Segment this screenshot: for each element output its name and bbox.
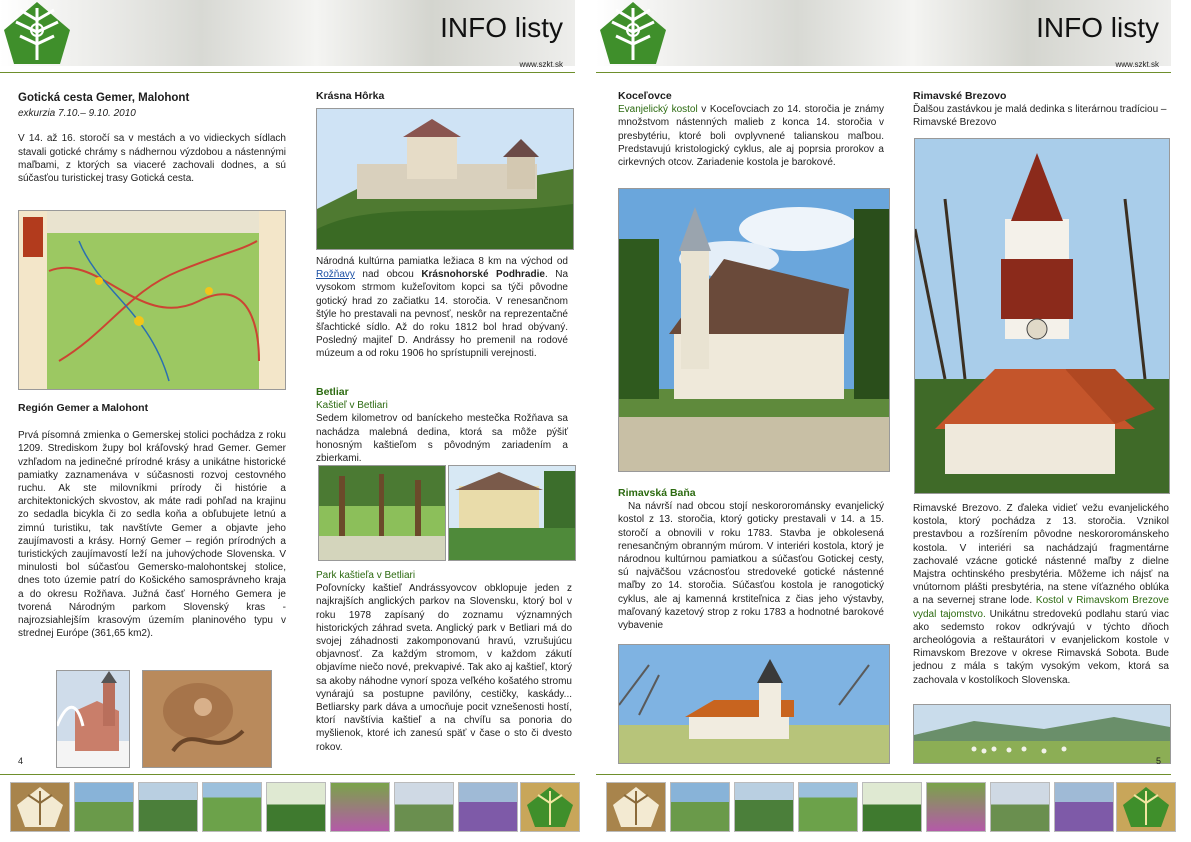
brezovo-title: Rimavské Brezovo (913, 90, 1007, 102)
header-url-right[interactable]: www.szkt.sk (1115, 60, 1159, 69)
page-header-right (596, 0, 1171, 69)
krasna-text-b: nad obcou (354, 269, 422, 281)
page-number-right: 5 (1155, 756, 1161, 766)
betliar-park-photo (318, 465, 446, 561)
krasna-text-c: . Na vysokom strmom kužeľovitom kopci sa týči pôvodne gotický hrad zo začiatku 14. storočia. V renesančnom štýle ho prestavali na pevnosť, neskôr na reprezentačné šľachtické sídlo. Až do roku 1812 bol hrad obývaný. Posledný majiteľ D. Andrássy ho premenil na rodové múzeum a od roku 1906 ho sprístupnili verejnosti. (316, 269, 569, 360)
column-left (18, 92, 286, 185)
krasna-title: Krásna Hôrka (316, 90, 385, 102)
thumb-r7 (1054, 782, 1114, 832)
kocelovce-title: Koceľovce (618, 90, 672, 102)
brezovo-body-b: Unikátnu stredovekú podlahu starú viac ako sedemsto rokov odkrývajú v týchto dňoch archeológovia a reštaurátori v evanjelickom kostole v Rimavskom Brezove v okrese Rimavská Sobota. Bude jednou z mála s takým vysokým vekom, ktorá sa zachovala v kostolíkoch Slovenska. (913, 608, 1169, 686)
thumb-r5 (926, 782, 986, 832)
page-header (0, 0, 575, 69)
krasna-text-a: Národná kultúrna pamiatka ležiaca 8 km na východ od (316, 256, 568, 267)
header-title: INFO listy (440, 12, 563, 43)
thumb-crest-logo-right (1116, 782, 1176, 832)
brezovo-body-a: Rimavské Brezovo. Z ďaleka vidieť vežu evanjelického kostola, ktorý pochádza z 13. storočia. Vznikol prestavbou a rozšírením pôvodne neskororománskeho kostola. V interiéri sa nachádzajú fragmentárne zachovalé vzácne gotické nástenné maľby z dielne Majstra ochtinského presbytéria. Môžeme ich nájsť na vnútornom plášti presbytéria, na stene víťazného oblúka a na severnej strane lode. (913, 503, 1169, 607)
article-intro: V 14. až 16. storočí sa v mestách a vo vidieckych sídlach stavali gotické chrámy s nádhernou výzdobou a nástennými maľbami, z ktorých sa viaceré zachovali dodnes, a sú súčasťou turistickej trasy Gotická cesta. (18, 133, 286, 185)
thumb-r1 (670, 782, 730, 832)
right-page (596, 0, 1191, 842)
footer-thumbnail-strip-right (596, 782, 1171, 834)
thumb-r6 (990, 782, 1050, 832)
krasna-village: Krásnohorské Podhradie (421, 269, 545, 281)
brezovo-body (913, 502, 1169, 687)
fresco-photo (142, 670, 272, 768)
footer-thumbnail-strip (0, 782, 575, 834)
thumb-leaf-logo-right (606, 782, 666, 832)
krasna-horka-castle-photo (316, 108, 574, 250)
kocelovce-church-photo (618, 188, 890, 472)
gothic-route-map (18, 210, 286, 390)
winter-church-photo (56, 670, 130, 768)
brezovo-intro: Ďalšou zastávkou je malá dedinka s literárnou tradíciou – Rimavské Brezovo (913, 104, 1167, 129)
rimavska-bana-section (618, 487, 884, 632)
betliar-subtitle: Kaštieľ v Betliari (316, 400, 388, 412)
park-title: Park kaštieľa v Betliari (316, 570, 416, 581)
roznava-link[interactable]: Rožňavy (316, 269, 355, 281)
footer-rule (0, 774, 575, 775)
thumb-r2 (734, 782, 794, 832)
header-rule (0, 72, 575, 73)
krasna-body (316, 255, 568, 361)
header-url[interactable]: www.szkt.sk (519, 60, 563, 69)
rimavska-bana-body: Na návrší nad obcou stojí neskororománsky evanjelický kostol z 13. storočia, ktorý goticky prestavali v 14. a 15. storočí a obnovili v roku 1783. Stavba je obkolesená renesančným obranným múrom. V interiéri kostola, ktorý je národnou kultúrnou pamiatkou a súčasťou Gotickej cesty, sú najväčšou vzácnosťou stredoveké gotické nástenné maľby zo 14. storočia. Súčasťou kostola je ranogotický cyklus, ale aj kamenná krstiteľnica z čias jeho výstavby, maľovaný kazetový strop z roku 1783 a hodnotné barokové vybavenie (618, 501, 884, 632)
article-subtitle: exkurzia 7.10.– 9.10. 2010 (18, 108, 136, 120)
region-body: Prvá písomná zmienka o Gemerskej stolici pochádza z roku 1209. Strediskom župy bol kráľovský hrad Gemer. Gemer vzhľadom na jedinečné prírodné krásy a unikátne historické pamiatky zaznamenáva v súčasnosti rozvoj cestovného ruchu. Ak ste milovníkmi prírody či histórie a architektonických skvostov, ak máte radi pohľad na krajinu zo sedadla bicykla či zo sedla koňa a obľubujete letnú a zimnú turistiku, tak navštívte Gemer a objavte jeho zaujímavosti a krásy. Horný Gemer – región prírodných a turistických zaujímavostí leží na juhovýchode Slovenska. V minulosti bol súčasťou Gemersko-malohontskej stolice, dnes toto územie patrí do Košického samosprávneho kraja a do okresu Rožňava. Južná časť Horného Gemera je tvorená Národným parkom Slovenský kras - najrozsiahlejším krasovým územím planinového typu v strednej Európe (361,65 km2). (18, 430, 286, 640)
thumb-leaf-logo (10, 782, 70, 832)
footer-rule-right (596, 774, 1171, 775)
thumb-crest-logo (520, 782, 580, 832)
kocelovce-lead: Evanjelický kostol (618, 104, 698, 116)
thumb-3 (202, 782, 262, 832)
thumb-r4 (862, 782, 922, 832)
article-title: Gotická cesta Gemer, Malohont (18, 92, 190, 104)
thumb-6 (394, 782, 454, 832)
region-title: Región Gemer a Malohont (18, 402, 149, 414)
brezovo-church-photo (914, 138, 1170, 494)
thumb-7 (458, 782, 518, 832)
betliar-body: Sedem kilometrov od baníckeho mestečka Rožňava sa nachádza malebná dedina, ktorá sa môže pýšiť honosným kaštieľom s pôvodným zariadením a zbierkami. (316, 413, 568, 465)
rimavska-bana-church-photo (618, 644, 890, 764)
thumb-4 (266, 782, 326, 832)
thumb-r3 (798, 782, 858, 832)
landscape-sheep-photo (913, 704, 1171, 764)
left-page (0, 0, 595, 842)
region-section (18, 402, 286, 640)
thumb-2 (138, 782, 198, 832)
park-body: Poľovnícky kaštieľ Andrássyovcov obklopuje jeden z najkrajších anglických parkov na Slovensku, ktorý bol v roku 1978 zapísaný do zoznamu významných historických záhrad sveta. Anglický park v Betliari má do svojej záhadnosti zakomponovanú hravú, vzrušujúcu objavnosť. Za každým stromom, v každom zákutí objavíme niečo nové, prekvapivé. Tak ako aj kaštieľ, ktorý sa akoby náhodne vynorí spoza veľkého košatého stromu vynárajú sa postupne pavilóny, cestičky, kaskády... Betliarsky park dáva a umocňuje pocit vznešenosti hostí, ktorí navštívia kaštieľ a na chvíľu sa ponoria do myšlienok, ktoré ich zanesú späť v čase o sto či dvesto rokov. (316, 583, 572, 753)
thumb-5 (330, 782, 390, 832)
brezovo-highlight: Kostol v Rimavskom Brezove vydal tajomstvo. (913, 595, 1169, 620)
header-rule-right (596, 72, 1171, 73)
column-right-left-page (316, 90, 568, 103)
thumb-1 (74, 782, 134, 832)
brezovo-section (913, 90, 1169, 130)
page-number-left: 4 (18, 756, 24, 766)
header-title-right: INFO listy (1036, 12, 1159, 43)
kocelovce-section (618, 90, 884, 169)
kocelovce-body: v Koceľovciach zo 14. storočia je známy množstvom nástenných malieb z konca 14. storočia v presbytériu, ktoré boli ovplyvnené talianskou maľbou. Predstavujú kristologický cyklus, ale aj poprsia prorokov a cirkevných otcov. Zariadenie kostola je barokové. (618, 104, 885, 169)
club-logo (2, 0, 72, 66)
betliar-section (316, 386, 568, 465)
betliar-manor-photo (448, 465, 576, 561)
rimavska-bana-title: Rimavská Baňa (618, 487, 696, 499)
club-logo-right (598, 0, 668, 66)
park-section (316, 569, 572, 754)
betliar-title: Betliar (316, 386, 349, 398)
